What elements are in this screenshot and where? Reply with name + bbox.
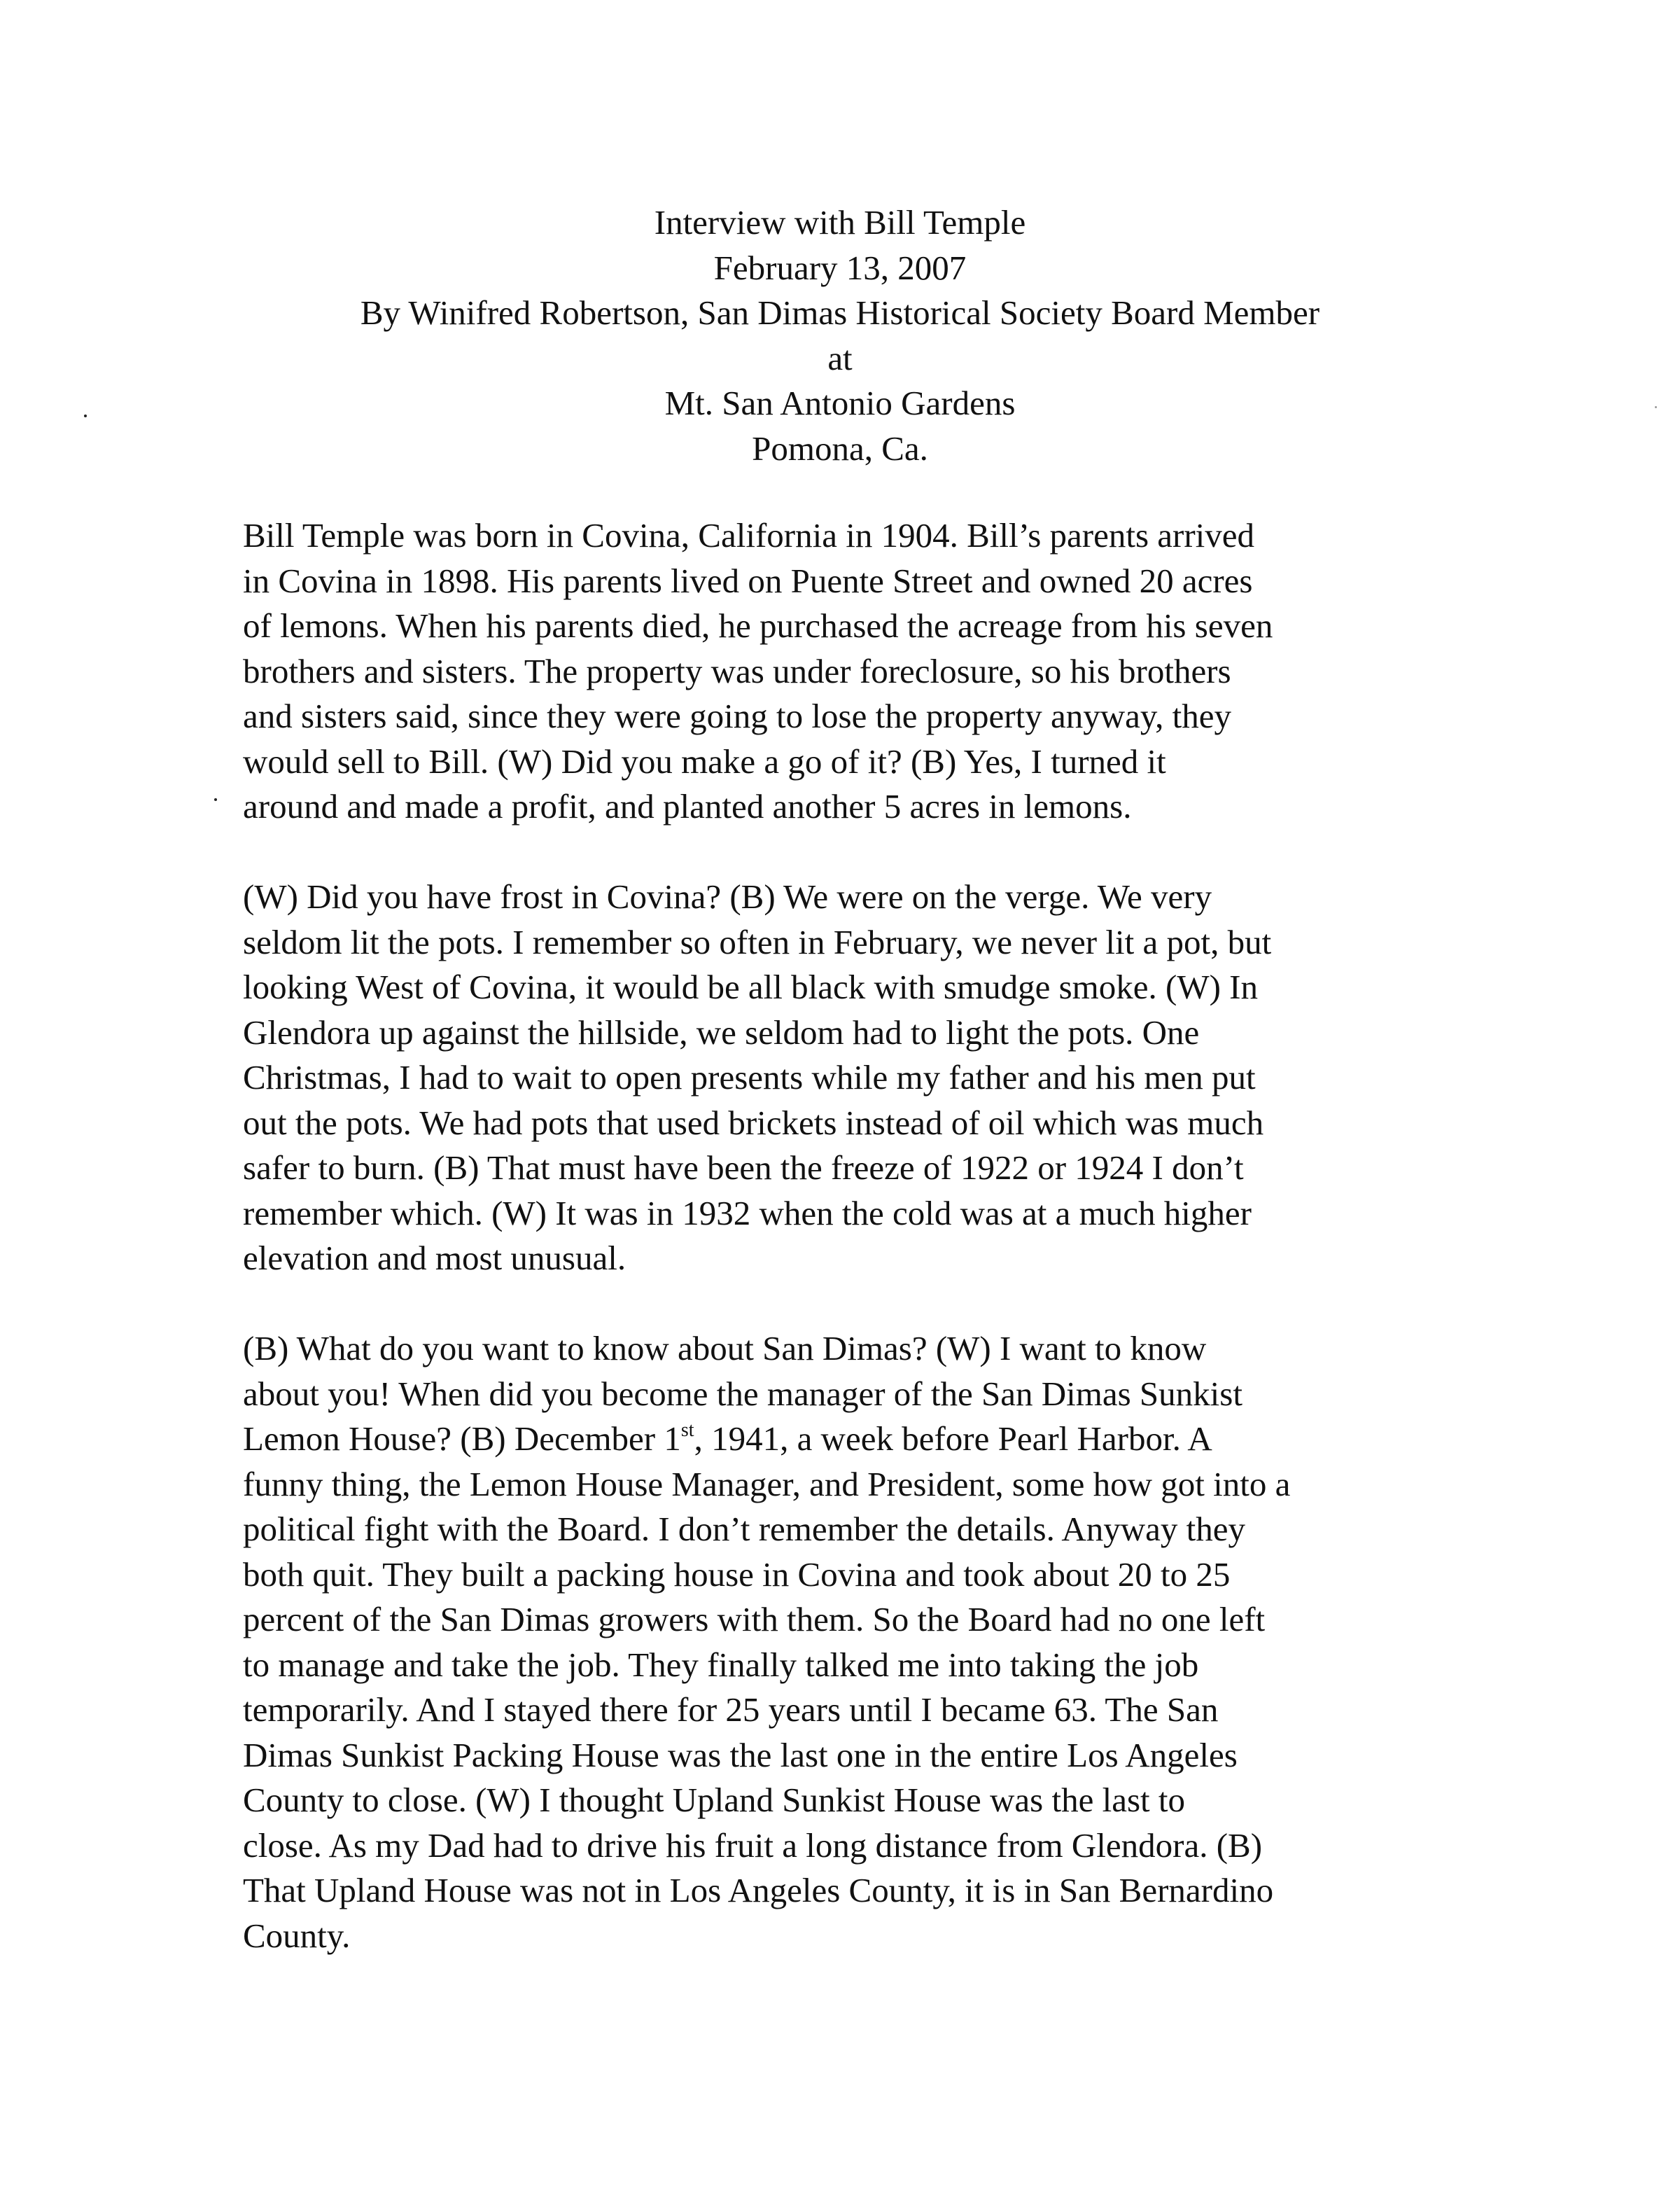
text-line: temporarily. And I stayed there for 25 years until I became 63. The San: [243, 1690, 1219, 1729]
text-line: Bill Temple was born in Covina, California in 1904. Bill’s parents arrived: [243, 516, 1255, 555]
text-line: both quit. They built a packing house in Covina and took about 20 to 25: [243, 1554, 1231, 1594]
scan-speck: [1655, 406, 1657, 408]
header-location: Mt. San Antonio Gardens: [664, 384, 1016, 422]
header-at: at: [827, 338, 853, 377]
paragraph-2: [243, 875, 1433, 1281]
paragraph-1: [243, 513, 1433, 830]
header-city: Pomona, Ca.: [752, 429, 928, 468]
text-segment: , 1941, a week before Pearl Harbor. A: [694, 1419, 1212, 1458]
interview-body: [243, 513, 1433, 2004]
text-line: political fight with the Board. I don’t remember the details. Anyway they: [243, 1510, 1246, 1548]
text-line: safer to burn. (B) That must have been the freeze of 1922 or 1924 I don’t: [243, 1148, 1244, 1187]
text-line: in Covina in 1898. His parents lived on Puente Street and owned 20 acres: [243, 561, 1253, 600]
paragraph-3: [243, 1326, 1433, 1958]
text-line: around and made a profit, and planted another 5 acres in lemons.: [243, 787, 1132, 826]
interview-header: [210, 200, 1470, 471]
text-line: (W) Did you have frost in Covina? (B) We were on the verge. We very: [243, 877, 1212, 916]
text-line: brothers and sisters. The property was under foreclosure, so his brothers: [243, 651, 1231, 690]
ordinal-superscript: st: [680, 1419, 694, 1441]
text-line: close. As my Dad had to drive his fruit a long distance from Glendora. (B): [243, 1825, 1263, 1865]
text-line: would sell to Bill. (W) Did you make a go of it? (B) Yes, I turned it: [243, 742, 1166, 781]
header-title: Interview with Bill Temple: [654, 203, 1026, 242]
text-line: seldom lit the pots. I remember so often in February, we never lit a pot, but: [243, 922, 1272, 961]
text-line: County to close. (W) I thought Upland Sunkist House was the last to: [243, 1781, 1185, 1819]
text-line: percent of the San Dimas growers with them. So the Board had no one left: [243, 1600, 1266, 1638]
text-line: Glendora up against the hillside, we seldom had to light the pots. One: [243, 1012, 1200, 1052]
text-line: and sisters said, since they were going to lose the property anyway, they: [243, 697, 1232, 735]
text-line-with-superscript: [243, 1416, 1433, 1462]
text-line: about you! When did you become the manager of the San Dimas Sunkist: [243, 1374, 1242, 1413]
text-line: remember which. (W) It was in 1932 when the cold was at a much higher: [243, 1193, 1252, 1232]
text-line: That Upland House was not in Los Angeles County, it is in San Bernardino: [243, 1871, 1274, 1909]
text-line: elevation and most unusual.: [243, 1239, 626, 1277]
text-segment: Lemon House? (B) December 1: [243, 1419, 681, 1458]
scan-speck: [214, 798, 217, 801]
text-line: Christmas, I had to wait to open presents while my father and his men put: [243, 1058, 1256, 1097]
header-date: February 13, 2007: [713, 248, 967, 287]
text-line: of lemons. When his parents died, he purchased the acreage from his seven: [243, 606, 1273, 645]
text-line: looking West of Covina, it would be all black with smudge smoke. (W) In: [243, 968, 1258, 1006]
scan-speck: [84, 415, 87, 417]
text-line: funny thing, the Lemon House Manager, and President, some how got into a: [243, 1464, 1291, 1503]
text-line: to manage and take the job. They finally talked me into taking the job: [243, 1645, 1199, 1684]
text-line: (B) What do you want to know about San Dimas? (W) I want to know: [243, 1329, 1207, 1367]
text-line: County.: [243, 1916, 351, 1955]
header-byline: By Winifred Robertson, San Dimas Historical Society Board Member: [360, 293, 1320, 332]
text-line: Dimas Sunkist Packing House was the last one in the entire Los Angeles: [243, 1735, 1238, 1774]
text-line: out the pots. We had pots that used brickets instead of oil which was much: [243, 1103, 1264, 1142]
